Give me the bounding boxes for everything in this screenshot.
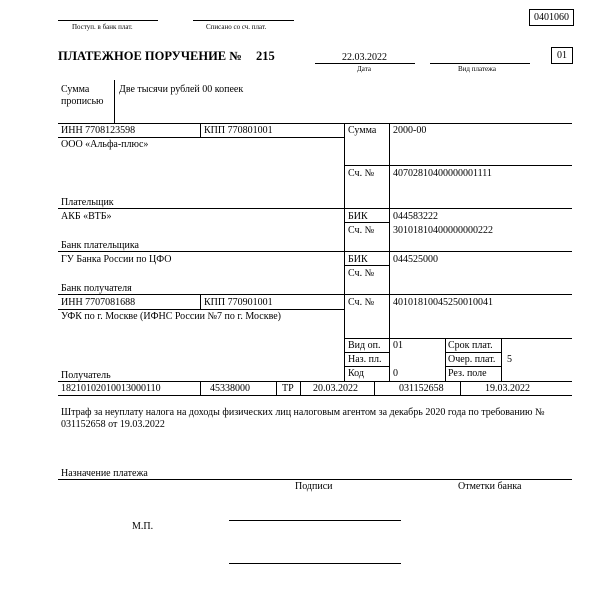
purpose-label: Назначение платежа <box>61 468 148 479</box>
col-line <box>460 381 461 395</box>
signature-line-1 <box>229 520 401 521</box>
oktmo-value: 45338000 <box>210 383 250 394</box>
kbk-value: 18210102010013000110 <box>61 383 161 394</box>
row-line <box>58 251 572 252</box>
row-line <box>58 381 572 382</box>
basis-value: ТР <box>282 383 294 394</box>
code-label: Код <box>348 368 364 379</box>
recipient-account-label: Сч. № <box>348 297 375 308</box>
col-line <box>374 381 375 395</box>
recipient-label: Получатель <box>61 370 111 381</box>
received-line <box>58 20 158 21</box>
recipient-bank-bik-label: БИК <box>348 254 368 265</box>
bank-marks-label: Отметки банка <box>458 481 522 492</box>
order-label: Очер. плат. <box>448 354 496 365</box>
row-line <box>445 352 501 353</box>
recipient-bank-name: ГУ Банка России по ЦФО <box>61 254 172 265</box>
sum-label: Сумма <box>348 125 377 136</box>
row-line <box>58 395 572 396</box>
row-line <box>344 338 572 339</box>
sum-value: 2000-00 <box>393 125 427 136</box>
received-label: Поступ. в банк плат. <box>72 23 133 31</box>
amount-words-label-1: Сумма <box>61 84 90 95</box>
form-code-box: 0401060 <box>529 9 574 26</box>
payer-bank-corr-label: Сч. № <box>348 225 375 236</box>
col-line <box>200 294 201 309</box>
op-type-value: 01 <box>393 340 403 351</box>
doc-date-value: 19.03.2022 <box>485 383 530 394</box>
payer-kpp: КПП 770801001 <box>204 125 273 136</box>
code-value: 0 <box>393 368 398 379</box>
recipient-bank-bik: 044525000 <box>393 254 438 265</box>
payer-bank-bik-label: БИК <box>348 211 368 222</box>
recipient-bank-label: Банк получателя <box>61 283 132 294</box>
amount-words-value: Две тысячи рублей 00 копеек <box>119 84 244 95</box>
debited-line <box>193 20 294 21</box>
row-line <box>344 265 389 266</box>
debited-label: Списано со сч. плат. <box>206 23 267 31</box>
document-number: 215 <box>256 49 275 63</box>
payer-bank-name: АКБ «ВТБ» <box>61 211 112 222</box>
signature-line-2 <box>229 563 401 564</box>
row-line <box>58 123 572 124</box>
col-line <box>445 338 446 381</box>
payment-type-label: Вид платежа <box>458 65 497 73</box>
col-line <box>389 123 390 381</box>
row-line <box>58 294 572 295</box>
signatures-label: Подписи <box>295 481 333 492</box>
document-date: 22.03.2022 <box>342 52 387 63</box>
due-label: Срок плат. <box>448 340 493 351</box>
status-code-box: 01 <box>551 47 573 64</box>
row-line <box>344 366 389 367</box>
col-line <box>344 123 345 381</box>
amount-words-divider <box>114 80 115 123</box>
reserve-label: Рез. поле <box>448 368 487 379</box>
row-line <box>344 222 389 223</box>
period-value: 20.03.2022 <box>313 383 358 394</box>
recipient-kpp: КПП 770901001 <box>204 297 273 308</box>
purpose-code-label: Наз. пл. <box>348 354 382 365</box>
row-line <box>58 137 344 138</box>
amount-words-label-2: прописью <box>61 96 104 107</box>
payer-label: Плательщик <box>61 197 114 208</box>
row-line <box>58 208 572 209</box>
col-line <box>276 381 277 395</box>
payer-account-label: Сч. № <box>348 168 375 179</box>
col-line <box>501 338 502 381</box>
payer-bank-corr: 30101810400000000222 <box>393 225 493 236</box>
date-label: Дата <box>357 65 371 73</box>
order-value: 5 <box>507 354 512 365</box>
document-title: ПЛАТЕЖНОЕ ПОРУЧЕНИЕ № <box>58 49 242 63</box>
row-line <box>344 352 389 353</box>
recipient-inn: ИНН 7707081688 <box>61 297 136 308</box>
purpose-line <box>58 479 572 480</box>
purpose-text: Штраф за неуплату налога на доходы физических лиц налоговым агентом за декабрь 2020 года по требованию № 031152658 от 19.03.2022 <box>61 407 545 430</box>
payer-account: 40702810400000001111 <box>393 168 492 179</box>
payer-inn: ИНН 7708123598 <box>61 125 136 136</box>
col-line <box>300 381 301 395</box>
doc-number-value: 031152658 <box>399 383 444 394</box>
col-line <box>200 381 201 395</box>
op-type-label: Вид оп. <box>348 340 381 351</box>
payment-type-line <box>430 63 530 64</box>
recipient-account: 40101810045250010041 <box>393 297 493 308</box>
row-line <box>58 309 344 310</box>
payer-bank-label: Банк плательщика <box>61 240 139 251</box>
col-line <box>200 123 201 137</box>
payer-bank-bik: 044583222 <box>393 211 438 222</box>
row-line <box>344 165 572 166</box>
date-line <box>315 63 415 64</box>
recipient-bank-corr-label: Сч. № <box>348 268 375 279</box>
row-line <box>445 366 501 367</box>
payer-name: ООО «Альфа-плюс» <box>61 139 149 150</box>
stamp-label: М.П. <box>132 521 154 532</box>
recipient-name: УФК по г. Москве (ИФНС России №7 по г. Москве) <box>61 311 281 322</box>
